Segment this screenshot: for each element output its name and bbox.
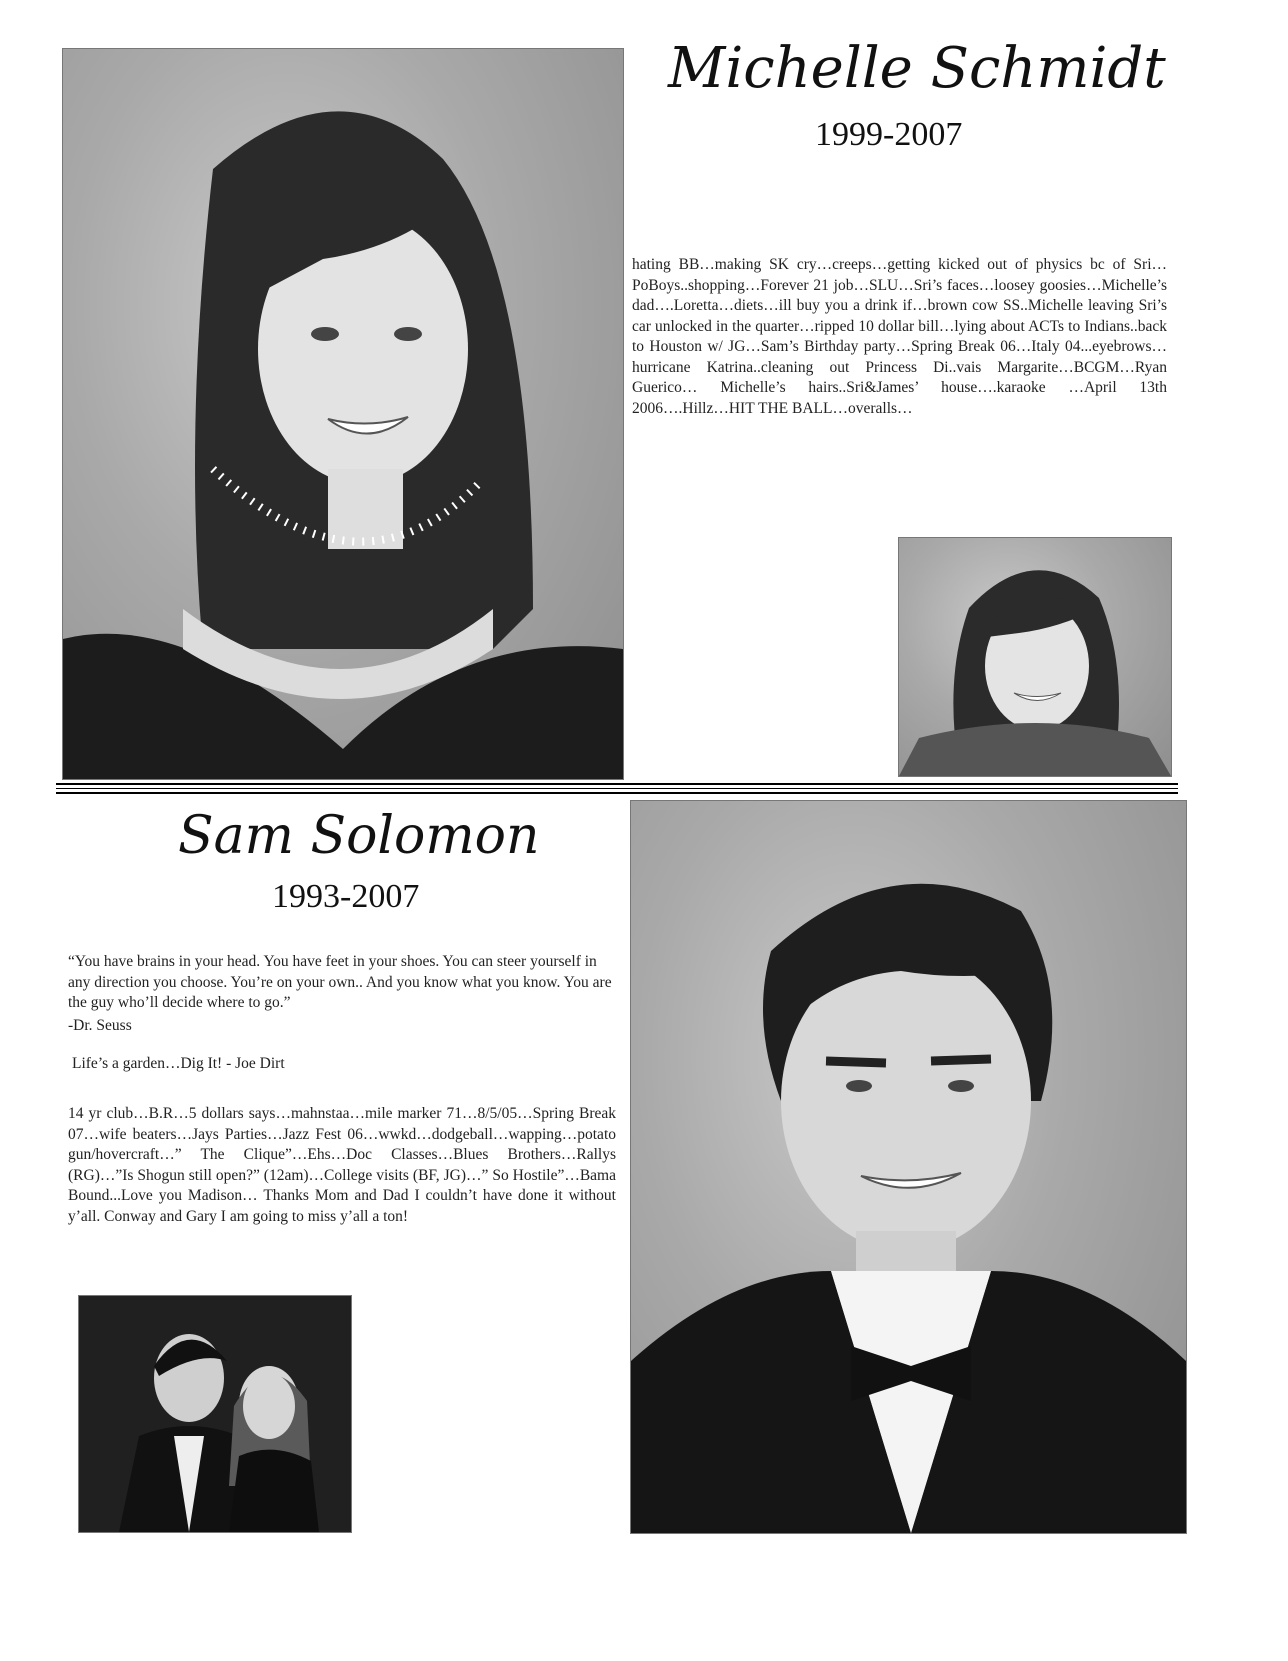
michelle-years: 1999-2007 <box>815 116 963 153</box>
sam-saying-text: Life’s a garden…Dig It! - Joe Dirt <box>72 1055 285 1072</box>
michelle-portrait-photo <box>62 48 624 780</box>
section-divider-top <box>56 783 1178 785</box>
sam-candid-photo <box>78 1295 352 1533</box>
sam-years: 1993-2007 <box>272 878 420 915</box>
sam-name-heading: Sam Solomon <box>178 806 540 866</box>
sam-memories-text: 14 yr club…B.R…5 dollars says…mahnstaa…mile marker 71…8/5/05…Spring Break 07…wife beaters…Jays Parties…Jazz Fest 06…wwkd…dodgeball…wapping…potato gun/hovercraft…” The Clique”…Ehs…Doc Classes…Blues Brothers…Rallys (RG)…”Is Shogun still open?” (12am)…College visits (BF, JG)…” So Hostile”…Bama Bound...Love you Madison… Thanks Mom and Dad I couldn’t have done it without y’all. Conway and Gary I am going to miss y’all a ton! <box>68 1105 616 1225</box>
michelle-name-heading: Michelle Schmidt <box>668 36 1166 101</box>
michelle-candid-photo <box>898 537 1172 777</box>
section-divider-bottom <box>56 792 1178 794</box>
michelle-memories-text: hating BB…making SK cry…creeps…getting kicked out of physics bc of Sri…PoBoys..shopping…Forever 21 job…SLU…Sri’s faces…loosey goosies…Michelle’s dad….Loretta…diets…ill buy you a drink if…brown cow SS..Michelle leaving Sri’s car unlocked in the quarter…ripped 10 dollar bill…lying about ACTs to Indians..back to Houston w/ JG…Sam’s Birthday party…Spring Break 06…Italy 04...eyebrows…hurricane Katrina..cleaning out Princess Di..vais Margarite…BCGM…Ryan Guerico… Michelle’s hairs..Sri&James’ house….karaoke …April 13th 2006….Hillz…HIT THE BALL…overalls… <box>632 256 1167 417</box>
sam-quote-text: “You have brains in your head. You have feet in your shoes. You can steer yourself in any direction you choose. You’re on your own.. And you know what you know. You are the guy who’ll decide where to go.” <box>68 953 612 1011</box>
section-divider-middle <box>56 788 1178 789</box>
sam-portrait-photo <box>630 800 1187 1534</box>
sam-quote-author: -Dr. Seuss <box>68 1017 132 1034</box>
